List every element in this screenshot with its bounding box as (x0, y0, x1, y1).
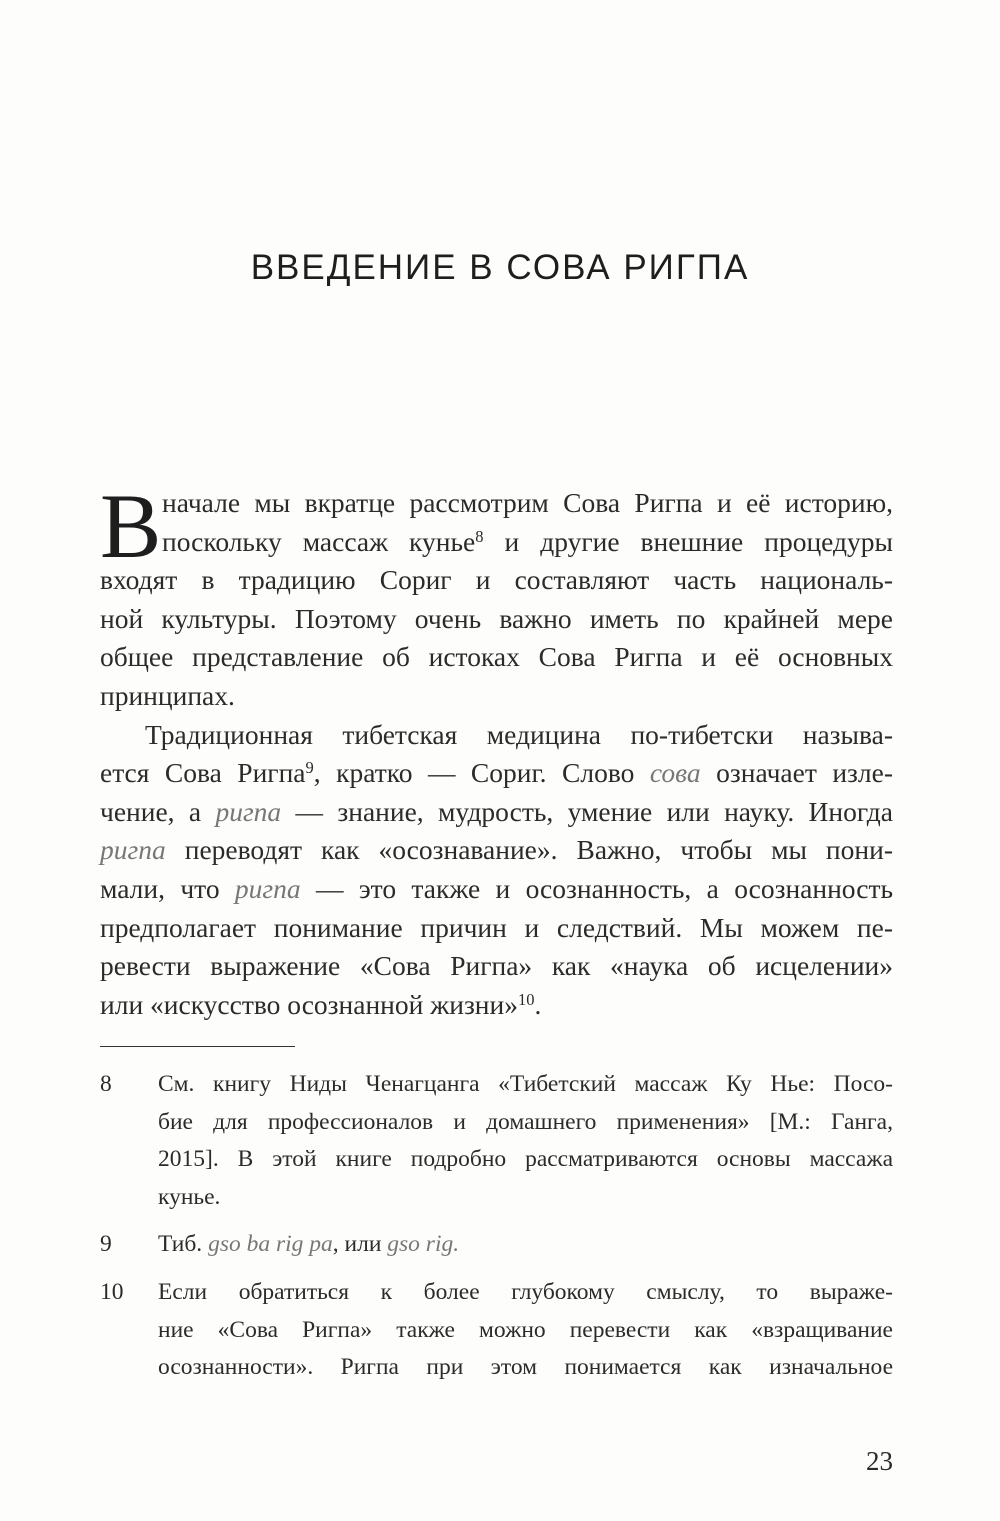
paragraph (100, 475, 893, 716)
text-line (100, 793, 893, 832)
text-segment: предполагает понимание причин и следствий. Мы можем пе- (100, 911, 893, 943)
text-line (100, 754, 893, 793)
text-segment: Традиционная тибетская медицина по-тибетски называ- (145, 718, 893, 750)
footnote-ref: 9 (305, 758, 314, 778)
text-segment: , кратко — Сориг. Слово (313, 757, 650, 789)
footnote-ref: 10 (518, 989, 535, 1009)
footnote-divider (100, 1046, 295, 1047)
footnote (100, 1226, 893, 1264)
text-segment: начале мы вкратце рассмотрим Сова Ригпа и её историю, (162, 487, 893, 518)
text-line (158, 1104, 893, 1142)
text-segment: осознанности». Ригпа при этом понимается как изначальное (158, 1354, 893, 1381)
text-segment: . (534, 988, 542, 1020)
text-segment: ние «Сова Ригпа» также можно перевести как «взращивание (158, 1316, 893, 1343)
text-line (158, 1274, 893, 1312)
text-line (100, 677, 893, 716)
footnote-number: 10 (100, 1278, 124, 1305)
text-segment: 2015]. В этой книге подробно рассматриваются основы массажа (158, 1146, 893, 1173)
text-segment: принципах. (100, 679, 235, 711)
text-segment: общее представление об истоках Сова Ригпа и её основных (100, 641, 893, 673)
text-segment: и другие внешние процедуры (483, 525, 893, 557)
body-text (100, 475, 893, 1024)
footnote-ref: 8 (475, 526, 484, 546)
italic-term: gso ba rig pa (208, 1231, 333, 1258)
chapter-title: ВВЕДЕНИЕ В СОВА РИГПА (250, 248, 750, 287)
text-segment: ется Сова Ригпа (100, 757, 306, 789)
text-line (100, 716, 893, 755)
text-segment: бие для профессионалов и домашнего применения» [М.: Ганга, (158, 1108, 893, 1135)
footnotes (100, 1066, 893, 1397)
text-segment: входят в традицию Сориг и составляют часть националь- (100, 564, 893, 596)
text-segment: — это также и осознанность, а осознанность (300, 872, 893, 904)
text-line (100, 561, 893, 600)
text-segment: , или (332, 1231, 388, 1258)
footnote (100, 1066, 893, 1216)
text-segment: переводят как «осознавание». Важно, чтобы мы пони- (165, 834, 893, 866)
text-segment: ной культуры. Поэтому очень важно иметь по крайней мере (100, 602, 893, 634)
text-line (158, 1141, 893, 1179)
text-segment: См. книгу Ниды Ченагцанга «Тибетский массаж Ку Нье: Посо- (158, 1071, 893, 1097)
paragraph (100, 716, 893, 1025)
text-line (100, 909, 893, 948)
italic-term: сова (649, 757, 701, 789)
text-segment: чение, а (100, 795, 216, 827)
italic-term: ригпа (100, 834, 166, 866)
text-line (158, 1066, 893, 1104)
footnote (100, 1274, 893, 1387)
text-segment: поскольку массаж кунье (162, 525, 476, 557)
footnote-number: 9 (100, 1231, 112, 1258)
text-line (100, 523, 893, 562)
text-segment: мали, что (100, 872, 235, 904)
italic-term: gso rig. (387, 1231, 460, 1258)
text-line (100, 484, 893, 523)
text-segment: Если обратиться к более глубокому смыслу, то выраже- (158, 1278, 893, 1305)
text-segment: или «искусство осознанной жизни» (100, 988, 518, 1020)
italic-term: ригпа (234, 872, 301, 904)
text-segment: — знание, мудрость, умение или науку. Иногда (281, 795, 893, 827)
text-segment: ревести выражение «Сова Ригпа» как «наука об исцелении» (100, 950, 893, 982)
text-line (100, 600, 893, 639)
text-line (100, 986, 893, 1025)
text-segment: Тиб. (158, 1231, 209, 1258)
italic-term: ригпа (215, 795, 282, 827)
text-line (158, 1226, 893, 1264)
text-line (100, 947, 893, 986)
text-line (158, 1349, 893, 1387)
text-line (158, 1179, 893, 1217)
text-line (158, 1312, 893, 1350)
text-line (100, 638, 893, 677)
page-number: 23 (866, 1446, 893, 1476)
text-line (100, 870, 893, 909)
drop-cap: В (100, 475, 162, 577)
footnote-number: 8 (100, 1071, 112, 1097)
text-segment: означает изле- (700, 757, 893, 789)
text-line (100, 831, 893, 870)
text-segment: кунье. (158, 1183, 221, 1210)
